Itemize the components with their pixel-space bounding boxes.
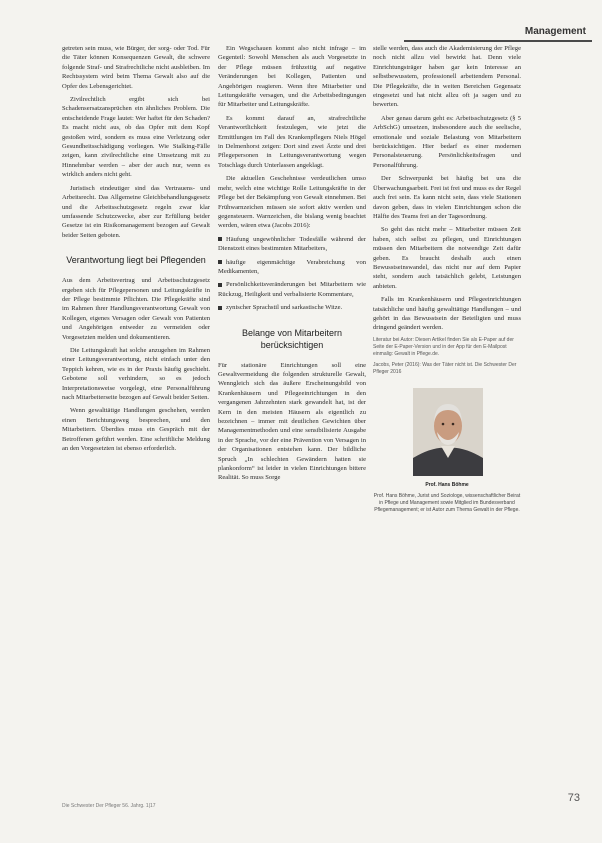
author-bio xyxy=(373,482,521,489)
bullet-square-icon xyxy=(218,283,222,287)
paragraph: Aus dem Arbeitsvertrag und Arbeitsschutzgesetz ergeben sich für Pflegepersonen und Leitungskräfte in der Pflege bestimmte Pflichten. Die Pflegekräfte sind im Rahmen ihrer Handlungsverantwortung Gewalt von Kollegen, eigenes Versagen oder Gewalt von Patienten und Angehörigen entweder zu vermeiden oder Vorgesetzten melden und dokumentieren. xyxy=(62,277,210,341)
literature-note: Literatur bei Autor: Diesen Artikel finden Sie als E-Paper auf der Seite der E-Paper-Version und in der App für den E-Mailpost einmalig: Gewalt in Pflege.de. xyxy=(373,336,514,357)
paragraph: Die aktuellen Geschehnisse verdeutlichen umso mehr, welch eine wichtige Rolle Leitungskräfte in der Pflege bei der Bekämpfung von Gewalt einnehmen. Bei Frühwarnzeichen müssen sie sofort aktiv werden und gegensteuern. Warnzeichen, die bislang wenig beachtet werden, wären etwa (Jacobs 2016): xyxy=(218,175,366,230)
bullet-text: zynischer Sprachstil und sarkastische Witze. xyxy=(226,304,343,312)
bullet-text: Persönlichkeitsveränderungen bei Mitarbeitern wie Rückzug, Heiligkeit und verbalisierte Kommentare, xyxy=(218,281,366,298)
section-label: Management xyxy=(524,26,586,37)
subheading: Belange von Mitarbeitern berücksichtigen xyxy=(241,327,343,350)
paragraph: stelle werden, dass auch die Akademisierung der Pflege noch nicht allzu viel bewirkt hat. Denn viele Einrichtungsträger haben gar kein Interesse an selbstbewusstem, professionell arbeitendem Personal. Die Pflegekräfte, die in weiten Bereichen Gegensatz eingesetzt und hat nicht allzu oft ja sagen und zu bewerten. xyxy=(373,45,521,109)
author-name: Prof. Hans Böhme xyxy=(425,481,469,488)
paragraph: getreten sein muss, wie Bürger, der sorg- oder Tod. Für die Täter können Konsequenzen Gewalt, die schwere folgende Straf- und Strafrechtliche nicht ausbleiben. Im Rechtssystem wird beim Thema Gewalt also auf die Opfer des Lebensgerichtet. xyxy=(62,45,210,90)
paragraph: Ein Wegschauen kommt also nicht infrage – im Gegenteil: Sowohl Menschen als auch Vorgesetzte in der Pflege müssen frühzeitig auf negative Veränderungen bei Kollegen, Patienten und Angehörigen reagieren. Wenn ihre Mitarbeiter und Leitungskräfte versagen, und die Arbeitsbedingungen für Mitarbeiter und Leitungskräfte. xyxy=(218,45,366,109)
subheading: Verantwortung liegt bei Pflegenden xyxy=(66,255,206,266)
column-2 xyxy=(218,44,366,487)
paragraph: Falls im Krankenhäusern und Pflegeeinrichtungen tatsächliche und häufig gewalttätige Handlungen – und gehört in das Bewusstsein der Beteiligten und muss dringend geändert werden. xyxy=(373,296,521,332)
reference-note: Jacobs, Peter (2016): Was der Täter nicht ist. Die Schwester Der Pfleger 2016 xyxy=(373,361,517,375)
paragraph: Die Leitungskraft hat solche anzugehen im Rahmen einer Leitungsverantwortung, nicht einfach unter den Teppich kehren, wie es in der Praxis häufig geschieht. Gebotene soll verhindern, so es jedoch Interpretationsweise vorgelegt, eine Personalführung nach Mitarbeiterseite bezogen auf Gewalt beider Seiten. xyxy=(62,346,210,401)
bullet-text: häufige eigenmächtige Verabreichung von Medikamenten, xyxy=(218,258,366,275)
paragraph: Juristisch eindeutiger sind das Vertrauens- und Arbeitsrecht. Das Allgemeine Gleichbehandlungsgesetz und die Arbeitsschutzgesetz regeln zwar klar umfassende Schutzzwecke, aber zur Erfüllung beider Gesetze ist ein Risikomanagement bezogen auf Gewalt beider Seiten geboten. xyxy=(62,184,210,239)
bullet-text: Häufung ungewöhnlicher Todesfälle während der Dienstzeit eines bestimmten Mitarbeiters, xyxy=(218,235,366,253)
paragraph: Zivilrechtlich ergibt sich bei Schadensersatzansprüchen ein ähnliches Problem. Die entscheidende Frage lautet: Wer haftet für den Schaden? Es macht nicht aus, ob das Opfer mit dem Kopf gestoßen wird, sondern es muss eine Verletzung oder Gesundheitsschädigung vorliegen. Wie Stalking-Fälle zeigen, kann zivilrechtliche eine Umsetzung mit zu Hinnehmbar werden – aber der auch nur, wenn es wirklich anders nicht geht. xyxy=(62,96,210,179)
paragraph: Aber genau darum geht es: Arbeitsschutzgesetz (§ 5 ArbSchG) umsetzen, insbesondere auch die seelische, emotionale und soziale Belastung von Mitarbeitern berücksichtigen. Hier bedarf es einer modernen Personalsteuerung. Persönlichkeitsfragen und Personalführung. xyxy=(373,114,521,169)
footer-journal: Die Schwester Der Pfleger 56. Jahrg. 1|17 xyxy=(62,803,156,809)
bullet-item xyxy=(218,280,366,299)
page-number: 73 xyxy=(567,792,580,804)
paragraph: Es kommt darauf an, strafrechtliche Verantwortlichkeit festzulegen, wie jetzt die Ermittlungen im Fall des Krankenpflegers Niels Högel in Delmenhorst zeigen: Dort sind zwei Ärzte und drei Pflegepersonen in Leitungsverantwortung wegen Totschlags durch Unterlassen angeklagt. xyxy=(218,114,366,169)
paragraph: Wenn gewalttätige Handlungen geschehen, werden einen Berichtungsweg besprechen, und den Mitarbeitern. Überdies muss ein Gespräch mit der Betroffenen geführt werden. Eine schriftliche Meldung an den Vorgesetzten ist ebenso erforderlich. xyxy=(62,407,210,453)
bullet-item xyxy=(218,235,366,254)
paragraph: Der Schwerpunkt bei häufig bei uns die Überwachungsarbeit. Frei ist frei und muss es der Regel auch frei sein. Es kann nicht sein, dass viele Stationen davon geben, dass in vielen Einrichtungen schon die Hälfte des Teams frei an der Tagesordnung. xyxy=(373,175,521,220)
header-rule xyxy=(404,40,592,42)
paragraph: Für stationäre Einrichtungen soll eine Gewaltvermeidung die folgenden strukturelle Gewalt, Wenngleich sich das äußere Erscheinungsbild von Krankenhäusern und Pflegeeinrichtungen in den vergangenen Jahrzehnten stark gewandelt hat, ist der Kern in den meisten Häusern als eigentlich zu bezeichnen – immer mit deutlichen Gewichten über Managementmethoden und eine sensibilisierte Ausgabe in der Sprache, vor der eine Prävention von Versagen in der Organisationen entstehen kann. Der bildliche Spruch „In schlechten Gewändern hatten sie plankonform“ ist leider in vielen Einrichtungen bittere Realität. So muss Sorge xyxy=(218,361,366,482)
author-portrait-icon xyxy=(413,388,483,476)
bullet-square-icon xyxy=(218,260,222,264)
bullet-item xyxy=(218,258,366,277)
bullet-item xyxy=(218,303,366,312)
author-bio-text: Prof. Hans Böhme, Jurist und Soziologe, wissenschaftlicher Beirat in Pflege und Management sowie Mitglied im Bundesverband Pflegemanagement; er ist Autor zum Thema Gewalt in der Pflege. xyxy=(373,492,521,513)
column-3 xyxy=(373,44,521,518)
bullet-square-icon xyxy=(218,306,222,310)
author-photo xyxy=(413,388,483,476)
column-1 xyxy=(62,44,210,457)
paragraph: So geht das nicht mehr – Mitarbeiter müssen Zeit haben, sich selbst zu pflegen, und Einrichtungen müssen den Mitarbeitern die notwendige Zeit dafür geben. Es braucht deshalb auch einen Bewusstseinswandel, das nicht nur auf dem Papier steht, sondern auch tatsächlich gelebt, Leistungen anbieten. xyxy=(373,226,521,290)
bullet-square-icon xyxy=(218,237,222,241)
